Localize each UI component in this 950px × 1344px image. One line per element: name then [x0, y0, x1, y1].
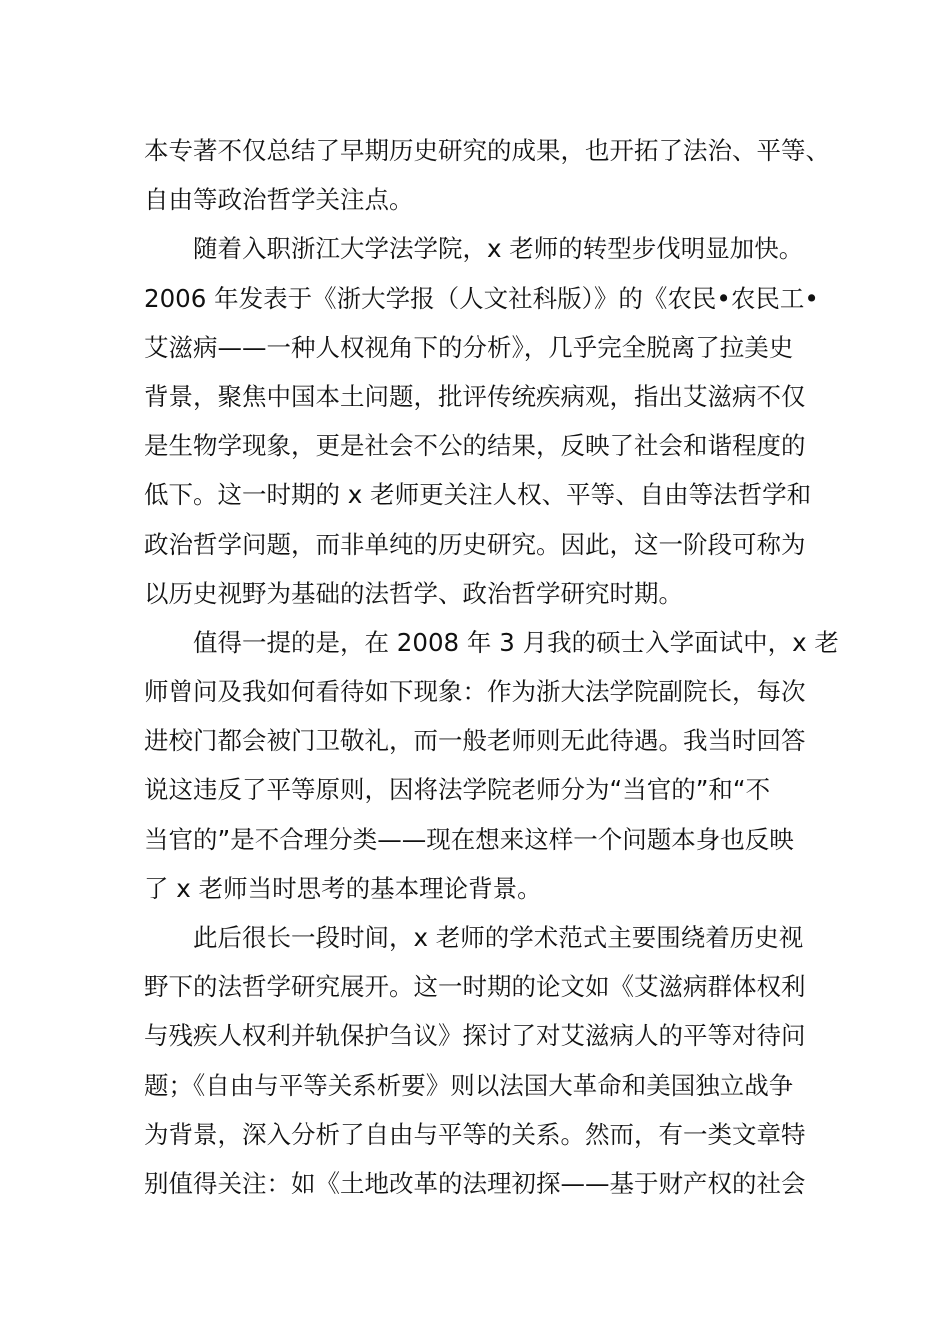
- text-line: 别值得关注：如《土地改革的法理初探——基于财产权的社会: [144, 1168, 806, 1198]
- body-text: [144, 126, 839, 1208]
- text-line: 以历史视野为基础的法哲学、政治哲学研究时期。: [144, 578, 683, 608]
- text-line: 师曾问及我如何看待如下现象：作为浙大法学院副院长，每次: [144, 677, 806, 707]
- text-line: 当官的”是不合理分类——现在想来这样一个问题本身也反映: [144, 824, 794, 854]
- text-line: 是生物学现象，更是社会不公的结果，反映了社会和谐程度的: [144, 431, 806, 461]
- text-line: 2006 年发表于《浙大学报（人文社科版）》的《农民•农民工•: [144, 283, 819, 313]
- text-line: 进校门都会被门卫敬礼，而一般老师则无此待遇。我当时回答: [144, 726, 806, 756]
- text-line: 与残疾人权利并轨保护刍议》探讨了对艾滋病人的平等对待问: [144, 1021, 806, 1051]
- paragraph-first-line: 此后很长一段时间，x 老师的学术范式主要围绕着历史视: [193, 923, 804, 952]
- text-line: 背景，聚焦中国本土问题，批评传统疾病观，指出艾滋病不仅: [144, 381, 806, 411]
- paragraph-first-line: 随着入职浙江大学法学院，x 老师的转型步伐明显加快。: [193, 234, 804, 264]
- text-line: 野下的法哲学研究展开。这一时期的论文如《艾滋病群体权利: [144, 972, 806, 1002]
- paragraph-first-line: 值得一提的是，在 2008 年 3 月我的硕士入学面试中，x 老: [193, 627, 839, 657]
- text-line: 政治哲学问题，而非单纯的历史研究。因此，这一阶段可称为: [144, 529, 806, 559]
- text-line: 艾滋病——一种人权视角下的分析》，几乎完全脱离了拉美史: [144, 332, 794, 362]
- text-line: 低下。这一时期的 x 老师更关注人权、平等、自由等法哲学和: [144, 480, 812, 510]
- text-line: 了 x 老师当时思考的基本理论背景。: [144, 873, 542, 903]
- text-line: 说这违反了平等原则，因将法学院老师分为“当官的”和“不: [144, 775, 771, 805]
- text-line: 自由等政治哲学关注点。: [144, 185, 414, 215]
- text-line: 题；《自由与平等关系析要》则以法国大革命和美国独立战争: [144, 1070, 794, 1100]
- text-line: 为背景，深入分析了自由与平等的关系。然而，有一类文章特: [144, 1119, 806, 1149]
- text-line: 本专著不仅总结了早期历史研究的成果，也开拓了法治、平等、: [144, 136, 830, 165]
